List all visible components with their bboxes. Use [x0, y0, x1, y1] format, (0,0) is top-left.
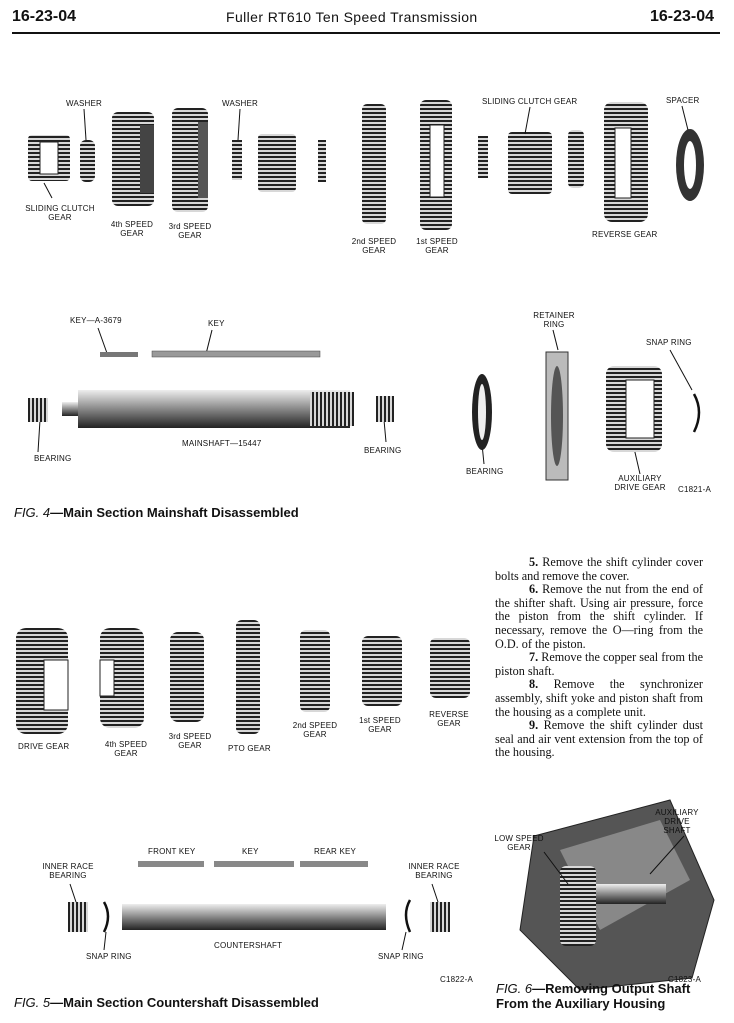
label-sliding-clutch-gear-left: SLIDING CLUTCH GEAR: [25, 204, 95, 222]
fig5-caption: FIG. 5—Main Section Countershaft Disassembled: [14, 995, 319, 1010]
label-drive-gear: DRIVE GEAR: [18, 742, 70, 751]
label-first-speed-gear: 1st SPEED GEAR: [416, 237, 458, 255]
reverse-gear-cs-image: [430, 638, 470, 698]
label-low-speed-gear: LOW SPEED GEAR: [494, 834, 544, 852]
washer-2-image: [232, 140, 242, 180]
fig6-caption: FIG. 6—Removing Output Shaft From the Auxiliary Housing: [496, 981, 691, 1011]
label-fourth-speed-gear: 4th SPEED GEAR: [110, 220, 154, 238]
washer-image: [80, 140, 95, 182]
third-speed-gear-image: [172, 108, 208, 212]
label-auxiliary-drive-gear: AUXILIARY DRIVE GEAR: [614, 474, 666, 492]
sliding-clutch-gear-right-image: [508, 132, 552, 194]
label-retainer-ring: RETAINER RING: [533, 311, 575, 329]
pto-gear-image: [236, 620, 260, 734]
page-number-right: 16-23-04: [649, 8, 714, 25]
first-speed-gear-image: [420, 100, 452, 230]
figure-code-c1821: C1821-A: [678, 485, 711, 494]
label-reverse-gear: REVERSE GEAR: [592, 230, 658, 239]
label-key: KEY: [208, 319, 225, 328]
spacer-image: [676, 129, 704, 201]
label-washer-2: WASHER: [222, 99, 259, 108]
countershaft-image: [68, 900, 450, 932]
first-speed-gear-cs-image: [362, 636, 402, 706]
drive-gear-image: [16, 628, 68, 734]
label-third-speed-gear-cs: 3rd SPEED GEAR: [168, 732, 212, 750]
label-second-speed-gear-cs: 2nd SPEED GEAR: [292, 721, 338, 739]
label-bearing-right: BEARING: [466, 467, 504, 476]
label-inner-race-bearing-left: INNER RACE BEARING: [42, 862, 94, 880]
label-snap-ring-right: SNAP RING: [378, 952, 424, 961]
figure-code-c1823: C1823-A: [668, 975, 701, 984]
small-washer-image: [318, 140, 326, 182]
reverse-gear-image: [604, 102, 648, 222]
step-9: 9. Remove the shift cylinder dust seal and air vent extension from the top of the housing.: [495, 718, 704, 760]
label-countershaft: COUNTERSHAFT: [214, 941, 283, 950]
fig5-keys: [138, 861, 368, 867]
fig4-caption: FIG. 4—Main Section Mainshaft Disassembled: [14, 505, 299, 520]
mainshaft-image: [28, 390, 394, 428]
label-rear-key: REAR KEY: [314, 847, 357, 856]
label-mainshaft: MAINSHAFT—15447: [182, 439, 262, 448]
label-bearing-left: BEARING: [34, 454, 72, 463]
label-spacer: SPACER: [666, 96, 700, 105]
third-speed-gear-cs-image: [170, 632, 204, 722]
fig4-gear-row: [28, 100, 704, 230]
retainer-assembly: [472, 352, 699, 480]
second-speed-gear-cs-image: [300, 630, 330, 712]
washer-4-image: [568, 130, 584, 188]
step-7: 7. Remove the copper seal from the piston shaft.: [495, 650, 703, 678]
label-auxiliary-drive-shaft: AUXILIARY DRIVE SHAFT: [655, 808, 699, 835]
label-second-speed-gear: 2nd SPEED GEAR: [351, 237, 397, 255]
sliding-clutch-gear-image: [28, 135, 70, 181]
page-number-left: 16-23-04: [12, 8, 77, 25]
fourth-speed-gear-image: [112, 112, 154, 206]
label-sliding-clutch-gear-top: SLIDING CLUTCH GEAR: [482, 97, 578, 106]
step-5: 5. Remove the shift cylinder cover bolts and remove the cover.: [495, 555, 703, 583]
label-front-key: FRONT KEY: [148, 847, 196, 856]
label-fourth-speed-gear-cs: 4th SPEED GEAR: [104, 740, 148, 758]
second-speed-gear-image: [362, 104, 386, 224]
step-6: 6. Remove the nut from the end of the shifter shaft. Using air pressure, force the piston from the shift cylinder. If necessary, remove the O—ring from the O.D. of the piston.: [495, 582, 703, 651]
label-key-cs: KEY: [242, 847, 259, 856]
label-snap-ring-left: SNAP RING: [86, 952, 132, 961]
procedure-steps: [495, 556, 703, 760]
fig4-keys: [100, 351, 320, 357]
label-pto-gear: PTO GEAR: [228, 744, 271, 753]
figure-code-c1822: C1822-A: [440, 975, 473, 984]
label-first-speed-gear-cs: 1st SPEED GEAR: [359, 716, 401, 734]
label-third-speed-gear: 3rd SPEED GEAR: [168, 222, 212, 240]
clutch-collar-image: [258, 134, 296, 192]
label-reverse-gear-cs: REVERSE GEAR: [429, 710, 469, 728]
page-title: Fuller RT610 Ten Speed Transmission: [226, 9, 478, 25]
label-inner-race-bearing-right: INNER RACE BEARING: [408, 862, 460, 880]
label-key-a: KEY—A-3679: [70, 316, 122, 325]
label-bearing-mid: BEARING: [364, 446, 402, 455]
label-washer-1: WASHER: [66, 99, 103, 108]
step-8: 8. Remove the synchronizer assembly, shift yoke and piston shaft from the housing as a complete unit.: [495, 677, 703, 719]
fourth-speed-gear-cs-image: [100, 628, 144, 728]
washer-3-image: [478, 136, 488, 178]
label-snap-ring: SNAP RING: [646, 338, 692, 347]
